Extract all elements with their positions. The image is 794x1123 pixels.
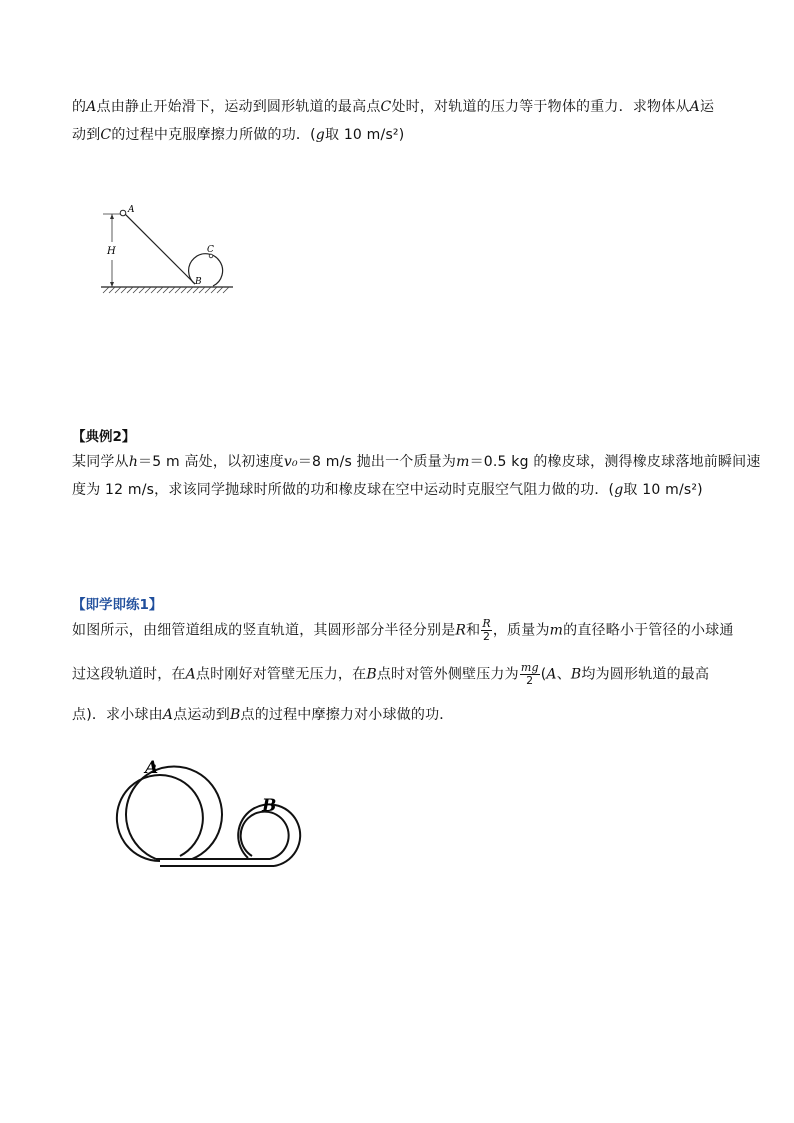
- label-C: C: [207, 245, 214, 255]
- label-H: H: [107, 246, 116, 257]
- example2-line2: [72, 479, 703, 499]
- var-m: m: [549, 622, 564, 639]
- var-B: B: [366, 666, 377, 683]
- text: 如图所示，由细管道组成的竖直轨道，其圆形部分半径分别是: [72, 622, 456, 639]
- text: 和: [466, 622, 481, 639]
- var-A: A: [185, 666, 196, 683]
- fraction-mg-over-2: [520, 662, 540, 687]
- text: 过这段轨道时，在: [72, 666, 186, 683]
- text: 取 10 m/s²): [324, 127, 405, 143]
- var-C: C: [380, 99, 392, 115]
- practice1-line1: [72, 618, 734, 643]
- text: 运: [699, 99, 715, 115]
- text: 某同学从: [72, 454, 129, 470]
- var-g: g: [315, 127, 325, 143]
- fraction-denominator: 2: [526, 674, 534, 687]
- var-B: B: [230, 707, 241, 723]
- text: 点)．求小球由: [72, 707, 163, 723]
- var-m: m: [456, 454, 470, 470]
- practice1-line3: [72, 704, 454, 724]
- text: ＝0.5 kg 的橡皮球，测得橡皮球落地前瞬间速: [469, 454, 761, 470]
- label-B: B: [195, 277, 202, 287]
- text: 的直径略小于管径的小球通: [563, 622, 734, 639]
- example2-heading: 【典例2】: [72, 429, 136, 445]
- var-C: C: [100, 127, 112, 143]
- var-A: A: [689, 99, 700, 115]
- var-A: A: [162, 707, 174, 723]
- problem1-line2: [72, 124, 404, 144]
- incline-loop-figure: [95, 198, 240, 300]
- practice1-heading: 【即学即练1】: [72, 597, 163, 613]
- text: 点的过程中摩擦力对小球做的功．: [240, 707, 454, 723]
- text: 度为 12 m/s，求该同学抛球时所做的功和橡皮球在空中运动时克服空气阻力做的功．(: [72, 482, 615, 498]
- text: 均为圆形轨道的最高: [581, 666, 710, 683]
- text: 的: [72, 99, 87, 115]
- var-g: g: [614, 482, 624, 498]
- fraction-denominator: 2: [483, 630, 491, 643]
- text: 点由静止开始滑下，运动到圆形轨道的最高点: [96, 99, 381, 115]
- text: ＝8 m/s 抛出一个质量为: [297, 454, 457, 470]
- fraction-R-over-2: [481, 618, 491, 643]
- text: 点运动到: [173, 707, 230, 723]
- var-R: R: [455, 622, 467, 639]
- text: 点时对管外侧壁压力为: [376, 666, 519, 683]
- text: 的过程中克服摩擦力所做的功．(: [111, 127, 316, 143]
- label-A: A: [128, 205, 135, 215]
- problem1-line1: [72, 96, 714, 116]
- text: 、: [556, 666, 571, 683]
- practice1-line2: [72, 662, 709, 687]
- text: ，质量为: [492, 622, 550, 639]
- label-B: B: [262, 796, 277, 816]
- var-v0: v₀: [283, 454, 298, 470]
- example2-line1: [72, 451, 761, 471]
- text: ＝5 m 高处，以初速度: [138, 454, 284, 470]
- text: (: [540, 666, 547, 683]
- text: 点时刚好对管壁无压力，在: [195, 666, 367, 683]
- fraction-numerator: R: [482, 617, 491, 630]
- text: 动到: [72, 127, 101, 143]
- tube-track-figure: [100, 755, 305, 875]
- var-A: A: [546, 666, 557, 683]
- label-A: A: [145, 758, 159, 778]
- var-A: A: [86, 99, 97, 115]
- var-B: B: [570, 666, 582, 683]
- text: 取 10 m/s²): [623, 482, 703, 498]
- fraction-numerator: mg: [520, 661, 539, 674]
- text: 处时，对轨道的压力等于物体的重力．求物体从: [391, 99, 690, 115]
- var-h: h: [128, 454, 139, 470]
